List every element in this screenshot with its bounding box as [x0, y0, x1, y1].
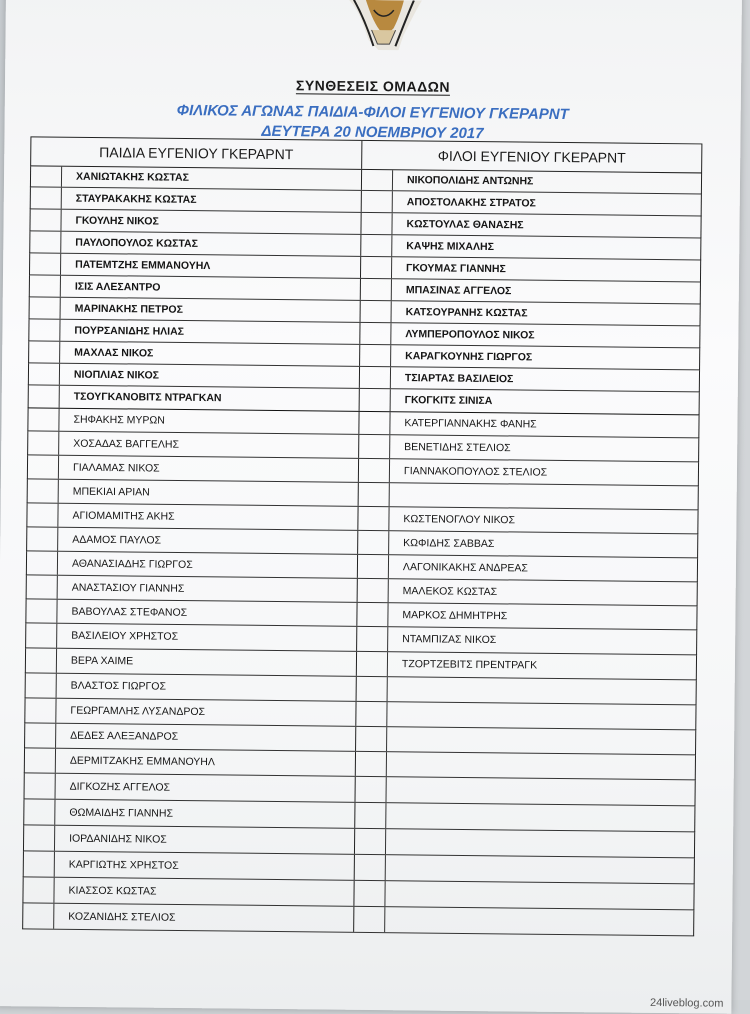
player-name: ΚΩΦΙΔΗΣ ΣΑΒΒΑΣ [403, 536, 495, 550]
number-cell [360, 345, 391, 366]
right-player-cell [386, 855, 694, 883]
player-name: ΑΠΟΣΤΟΛΑΚΗΣ ΣΤΡΑΤΟΣ [406, 195, 536, 209]
number-cell [354, 881, 385, 906]
right-player-cell [388, 677, 696, 704]
number-cell [24, 851, 55, 876]
left-player-cell [56, 749, 356, 776]
player-name: ΚΑΡΓΙΩΤΗΣ ΧΡΗΣΤΟΣ [68, 858, 179, 872]
player-name: ΓΙΑΝΝΑΚΟΠΟΥΛΟΣ ΣΤΕΛΙΟΣ [403, 464, 548, 479]
right-player-cell [392, 257, 700, 281]
player-name: ΘΩΜΑΙΔΗΣ ΓΙΑΝΝΗΣ [69, 806, 174, 820]
left-player-cell [61, 232, 361, 256]
number-cell [356, 752, 387, 776]
player-name: ΑΘΑΝΑΣΙΑΔΗΣ ΓΙΩΡΓΟΣ [71, 557, 193, 571]
number-cell [358, 531, 389, 554]
right-player-cell [393, 191, 701, 215]
player-name: ΔΕΡΜΙΤΖΑΚΗΣ ΕΜΜΑΝΟΥΗΛ [69, 754, 215, 769]
right-player-cell [393, 170, 701, 193]
left-player-cell [58, 528, 358, 554]
player-name: ΝΤΑΜΠΙΖΑΣ ΝΙΚΟΣ [402, 633, 497, 647]
left-player-cell [57, 649, 357, 676]
teams-table [22, 136, 702, 936]
number-cell [28, 431, 59, 454]
player-name: ΤΣΙΑΡΤΑΣ ΒΑΣΙΛΕΙΟΣ [404, 371, 514, 385]
player-name: ΠΑΥΛΟΠΟΥΛΟΣ ΚΩΣΤΑΣ [75, 236, 198, 250]
player-name: ΧΑΝΙΩΤΑΚΗΣ ΚΩΣΤΑΣ [75, 170, 190, 184]
player-name: ΚΑΤΣΟΥΡΑΝΗΣ ΚΩΣΤΑΣ [405, 305, 528, 319]
left-player-cell [59, 480, 359, 506]
logo-sketch [343, 0, 424, 51]
right-player-cell [387, 702, 695, 729]
player-name: ΚΑΨΗΣ ΜΙΧΑΛΗΣ [406, 239, 494, 253]
player-name: ΓΚΟΓΚΙΤΣ ΣΙΝΙΣΑ [404, 394, 493, 408]
number-cell [28, 408, 59, 430]
number-cell [359, 459, 390, 482]
number-cell [354, 907, 385, 932]
number-cell [27, 575, 58, 598]
number-cell [24, 825, 55, 850]
left-player-cell [61, 276, 361, 300]
player-name: ΑΝΑΣΤΑΣΙΟΥ ΓΙΑΝΝΗΣ [71, 581, 185, 595]
player-name: ΛΑΓΟΝΙΚΑΚΗΣ ΑΝΔΡΕΑΣ [402, 560, 529, 574]
right-player-cell [389, 531, 697, 557]
left-player-cell [56, 699, 356, 726]
number-cell [29, 341, 60, 362]
player-name: ΒΑΣΙΛΕΙΟΥ ΧΡΗΣΤΟΣ [71, 629, 179, 643]
left-player-cell [59, 409, 359, 434]
player-name: ΧΟΣΑΔΑΣ ΒΑΓΓΕΛΗΣ [73, 437, 180, 451]
player-name: ΑΓΙΟΜΑΜΙΤΗΣ ΑΚΗΣ [72, 509, 175, 523]
left-player-cell [57, 600, 357, 626]
left-player-cell [60, 386, 360, 411]
number-cell [362, 191, 393, 212]
number-cell [361, 213, 392, 234]
player-name: ΚΟΖΑΝΙΔΗΣ ΣΤΕΛΙΟΣ [68, 910, 176, 924]
number-cell [359, 483, 390, 506]
player-name: ΠΑΤΕΜΤΖΗΣ ΕΜΜΑΝΟΥΗΛ [75, 258, 211, 272]
player-name: ΜΑΡΙΝΑΚΗΣ ΠΕΤΡΟΣ [74, 302, 183, 316]
number-cell [30, 253, 61, 274]
player-name: ΛΥΜΠΕΡΟΠΟΥΛΟΣ ΝΙΚΟΣ [405, 327, 535, 341]
player-name: ΙΟΡΔΑΝΙΔΗΣ ΝΙΚΟΣ [69, 832, 167, 846]
number-cell [359, 412, 390, 434]
right-player-cell [390, 435, 698, 461]
number-cell [358, 507, 389, 530]
number-cell [359, 435, 390, 458]
right-player-cell [388, 603, 696, 629]
number-cell [30, 297, 61, 318]
number-cell [357, 627, 388, 651]
player-name: ΒΛΑΣΤΟΣ ΓΙΩΡΓΟΣ [70, 679, 167, 693]
right-player-cell [392, 279, 700, 303]
number-cell [358, 555, 389, 578]
player-name: ΒΑΒΟΥΛΑΣ ΣΤΕΦΑΝΟΣ [71, 605, 188, 619]
player-name: ΣΗΦΑΚΗΣ ΜΥΡΩΝ [73, 413, 165, 427]
number-cell [26, 599, 57, 622]
player-name: ΜΑΡΚΟΣ ΔΗΜΗΤΡΗΣ [402, 608, 508, 622]
match-date: ΔΕΥΤΕΡΑ 20 ΝΟΕΜΒΡΙΟΥ 2017 [261, 122, 484, 143]
number-cell [355, 803, 386, 828]
left-player-cell [54, 878, 354, 906]
number-cell [25, 748, 56, 772]
number-cell [357, 603, 388, 626]
number-cell [31, 187, 62, 208]
left-player-cell [61, 254, 361, 278]
number-cell [357, 677, 388, 701]
left-player-cell [58, 504, 358, 530]
right-player-cell [386, 803, 694, 831]
number-cell [360, 389, 391, 411]
player-name: ΔΙΓΚΟΖΗΣ ΑΓΓΕΛΟΣ [69, 780, 171, 794]
number-cell [28, 479, 59, 502]
player-name: ΚΙΑΣΣΟΣ ΚΩΣΤΑΣ [68, 884, 157, 898]
right-player-cell [385, 881, 693, 909]
right-player-cell [389, 555, 697, 581]
left-player-cell [55, 826, 355, 854]
left-player-cell [59, 432, 359, 458]
right-player-cell [387, 752, 695, 779]
right-player-cell [387, 727, 695, 754]
player-name: ΝΙΚΟΠΟΛΙΔΗΣ ΑΝΤΩΝΗΣ [406, 174, 534, 188]
right-team-header: ΦΙΛΟΙ ΕΥΓΕΝΙΟΥ ΓΚΕΡΑΡΝΤ [437, 147, 626, 166]
left-player-cell [60, 342, 360, 366]
number-cell [27, 551, 58, 574]
player-name: ΑΔΑΜΟΣ ΠΑΥΛΟΣ [72, 533, 162, 547]
right-player-cell [390, 412, 698, 437]
right-player-cell [386, 829, 694, 857]
number-cell [362, 170, 393, 190]
number-cell [361, 235, 392, 256]
number-cell [355, 829, 386, 854]
player-name: ΝΙΟΠΛΙΑΣ ΝΙΚΟΣ [73, 368, 160, 382]
right-player-cell [388, 627, 696, 654]
left-team-header: ΠΑΙΔΙΑ ΕΥΓΕΝΙΟΥ ΓΚΕΡΑΡΝΤ [31, 137, 362, 168]
player-name: ΣΤΑΥΡΑΚΑΚΗΣ ΚΩΣΤΑΣ [75, 192, 197, 206]
number-cell [361, 301, 392, 322]
number-cell [23, 903, 54, 928]
left-player-cell [54, 904, 354, 932]
player-name: ΒΕΡΑ ΧΑΙΜΕ [70, 654, 134, 668]
number-cell [29, 363, 60, 384]
number-cell [30, 275, 61, 296]
number-cell [356, 702, 387, 726]
number-cell [23, 877, 54, 902]
number-cell [357, 652, 388, 676]
number-cell [356, 727, 387, 751]
right-player-cell [391, 323, 699, 347]
left-player-cell [56, 724, 356, 751]
number-cell [361, 257, 392, 278]
left-player-cell [61, 210, 361, 234]
left-player-cell [55, 852, 355, 880]
player-name: ΜΠΑΣΙΝΑΣ ΑΓΓΕΛΟΣ [405, 283, 512, 297]
left-player-cell [62, 188, 362, 212]
player-name: ΔΕΔΕΣ ΑΛΕΞΑΝΔΡΟΣ [70, 729, 179, 743]
left-player-cell [61, 298, 361, 322]
number-cell [26, 648, 57, 672]
player-name: ΙΣΙΣ ΑΛΕΣΑΝΤΡΟ [74, 280, 161, 294]
number-cell [27, 527, 58, 550]
left-player-cell [55, 800, 355, 828]
right-player-cell [391, 367, 699, 391]
number-cell [26, 673, 57, 697]
right-player-cell [392, 301, 700, 325]
number-cell [27, 503, 58, 526]
number-cell [361, 279, 392, 300]
left-player-cell [57, 624, 357, 651]
player-name: ΓΕΩΡΓΑΜΛΗΣ ΛΥΣΑΝΔΡΟΣ [70, 704, 206, 719]
right-player-cell [391, 389, 699, 414]
player-name: ΜΑΛΕΚΟΣ ΚΩΣΤΑΣ [402, 584, 498, 598]
player-name: ΤΣΟΥΓΚΑΝΟΒΙΤΣ ΝΤΡΑΓΚΑΝ [73, 390, 222, 405]
player-name: ΜΠΕΚΙΑΙ ΑΡΙΑΝ [72, 485, 150, 498]
number-cell [358, 579, 389, 602]
player-name: ΚΑΤΕΡΓΙΑΝΝΑΚΗΣ ΦΑΝΗΣ [404, 417, 537, 431]
number-cell [25, 773, 56, 798]
right-player-cell [391, 345, 699, 369]
number-cell [30, 231, 61, 252]
player-name: ΓΙΑΛΑΜΑΣ ΝΙΚΟΣ [72, 461, 160, 475]
left-player-cell [56, 774, 356, 802]
left-player-cell [60, 364, 360, 388]
left-player-cell [58, 552, 358, 578]
number-cell [29, 385, 60, 407]
left-player-cell [60, 320, 360, 344]
number-cell [29, 319, 60, 340]
match-title: ΦΙΛΙΚΟΣ ΑΓΩΝΑΣ ΠΑΙΔΙΑ-ΦΙΛΟΙ ΕΥΓΕΝΙΟΥ ΓΚΕΡΑΡΝΤ [176, 101, 569, 124]
table-body [22, 166, 702, 936]
player-name: ΚΩΣΤΕΝΟΓΛΟΥ ΝΙΚΟΣ [403, 512, 516, 526]
watermark: 24liveblog.com [649, 996, 724, 1010]
player-name: ΓΚΟΥΛΗΣ ΝΙΚΟΣ [75, 214, 159, 228]
document-heading: ΣΥΝΘΕΣΕΙΣ ΟΜΑΔΩΝ [295, 77, 451, 95]
right-player-cell [389, 507, 697, 533]
right-player-cell [388, 652, 696, 679]
right-player-cell [392, 235, 700, 259]
number-cell [355, 855, 386, 880]
number-cell [360, 323, 391, 344]
left-player-cell [58, 576, 358, 602]
number-cell [26, 623, 57, 647]
right-player-cell [386, 777, 694, 805]
player-name: ΓΚΟΥΜΑΣ ΓΙΑΝΝΗΣ [406, 261, 506, 275]
player-name: ΤΖΟΡΤΖΕΒΙΤΣ ΠΡΕΝΤΡΑΓΚ [401, 658, 538, 672]
number-cell [30, 209, 61, 230]
number-cell [24, 799, 55, 824]
player-name: ΜΑΧΛΑΣ ΝΙΚΟΣ [74, 346, 154, 359]
number-cell [31, 166, 62, 186]
player-name: ΚΩΣΤΟΥΛΑΣ ΘΑΝΑΣΗΣ [406, 217, 524, 231]
right-player-cell [390, 483, 698, 509]
right-player-cell [392, 213, 700, 237]
right-player-cell [385, 907, 693, 935]
number-cell [360, 367, 391, 388]
left-player-cell [57, 674, 357, 701]
left-player-cell [59, 456, 359, 482]
right-player-cell [390, 459, 698, 485]
number-cell [25, 723, 56, 747]
player-name: ΚΑΡΑΓΚΟΥΝΗΣ ΓΙΩΡΓΟΣ [405, 349, 533, 363]
left-player-cell [62, 167, 362, 190]
number-cell [25, 698, 56, 722]
number-cell [355, 777, 386, 802]
right-player-cell [389, 579, 697, 605]
number-cell [28, 455, 59, 478]
player-name: ΒΕΝΕΤΙΔΗΣ ΣΤΕΛΙΟΣ [404, 440, 511, 454]
player-name: ΠΟΥΡΣΑΝΙΔΗΣ ΗΛΙΑΣ [74, 324, 185, 338]
